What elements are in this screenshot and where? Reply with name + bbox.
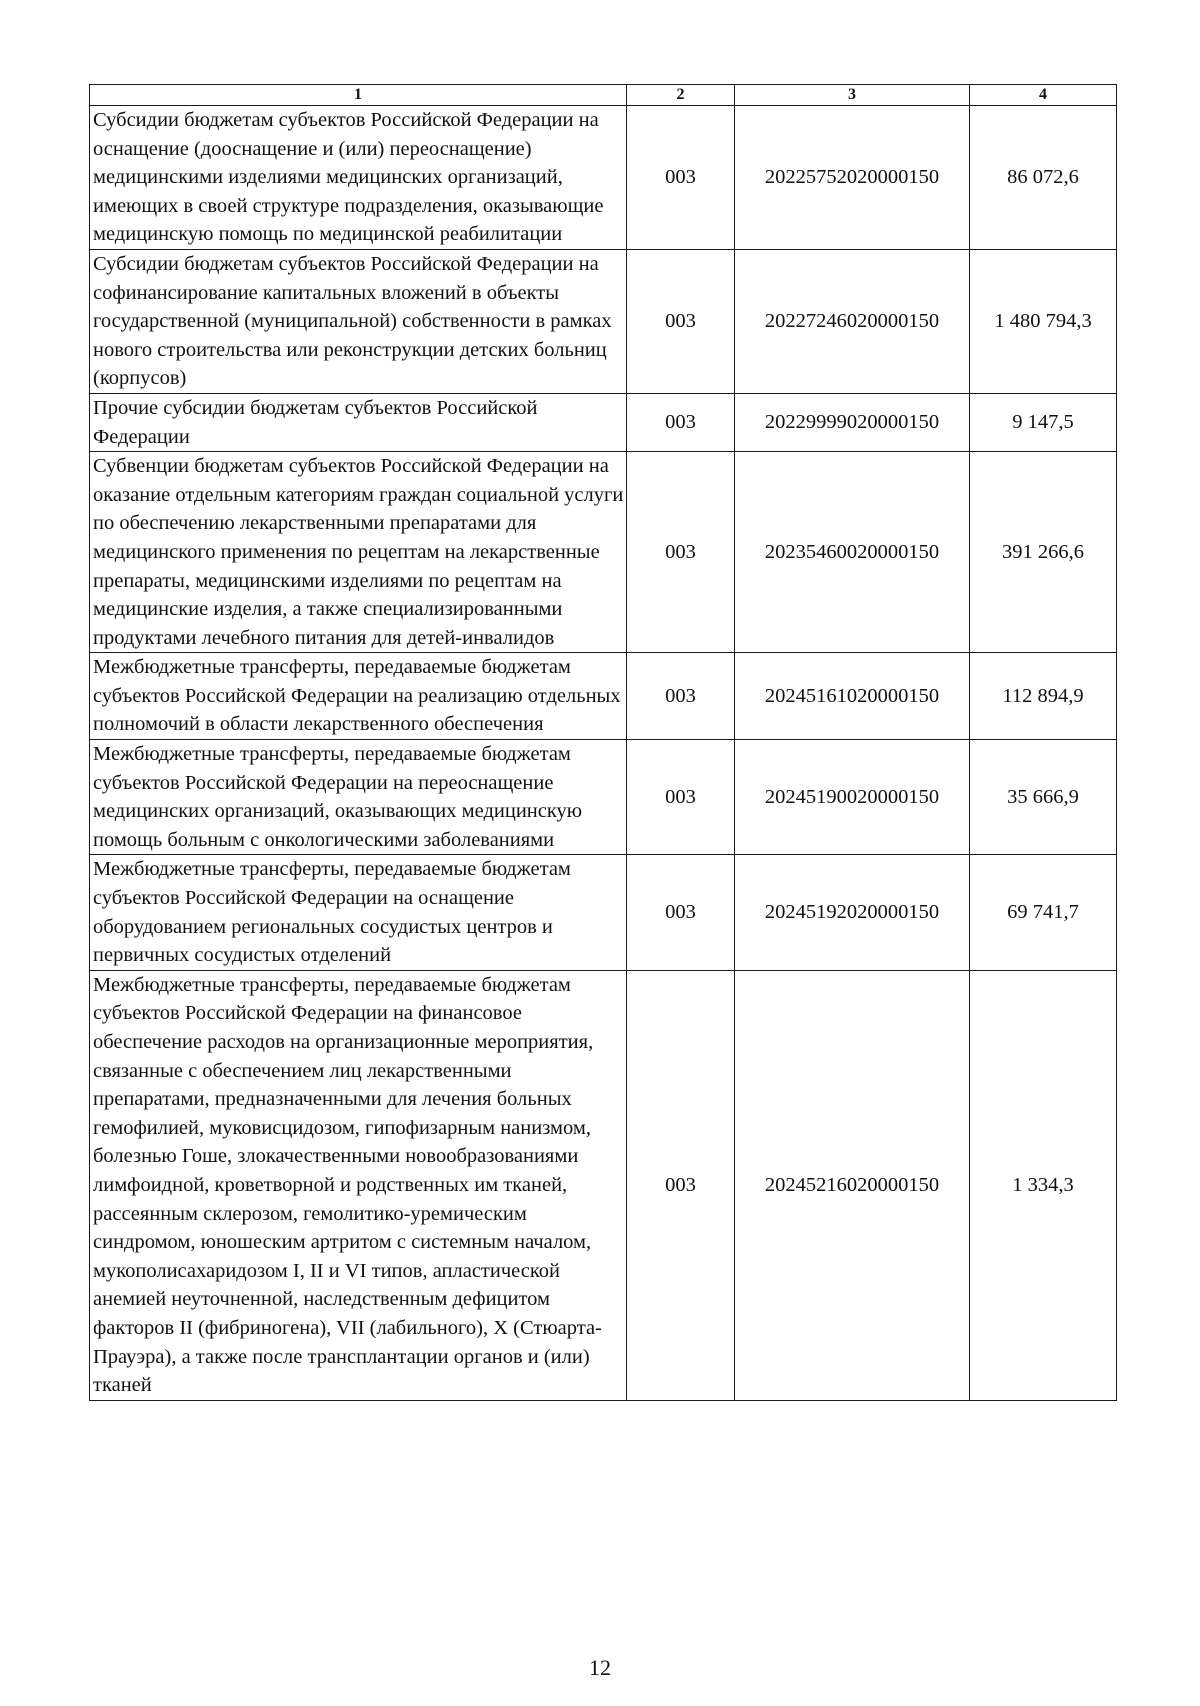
row-amount: 391 266,6: [970, 452, 1117, 653]
row-budget-code: 20245190020000150: [735, 740, 970, 855]
table-row: [90, 393, 1117, 451]
row-amount: 1 334,3: [970, 970, 1117, 1400]
header-col-3: 3: [735, 85, 970, 106]
row-budget-code: 20229999020000150: [735, 393, 970, 451]
budget-table: [89, 84, 1117, 1401]
header-col-2: 2: [627, 85, 735, 106]
table-row: [90, 106, 1117, 250]
row-description: Субсидии бюджетам субъектов Российской Федерации на оснащение (дооснащение и (или) переоснащение) медицинскими изделиями медицинских организаций, имеющих в своей структуре подразделения, оказывающие медицинскую помощь по медицинской реабилитации: [90, 106, 627, 250]
row-budget-code: 20245192020000150: [735, 855, 970, 970]
table-row: [90, 855, 1117, 970]
header-col-4: 4: [970, 85, 1117, 106]
row-description: Прочие субсидии бюджетам субъектов Российской Федерации: [90, 393, 627, 451]
row-amount: 86 072,6: [970, 106, 1117, 250]
header-row: [90, 85, 1117, 106]
row-description: Межбюджетные трансферты, передаваемые бюджетам субъектов Российской Федерации на финансовое обеспечение расходов на организационные мероприятия, связанные с обеспечением лиц лекарственными препаратами, предназначенными для лечения больных гемофилией, муковисцидозом, гипофизарным нанизмом, болезнью Гоше, злокачественными новообразованиями лимфоидной, кроветворной и родственных им тканей, рассеянным склерозом, гемолитико-уремическим синдромом, юношеским артритом с системным началом, мукополисахаридозом I, II и VI типов, апластической анемией неуточненной, наследственным дефицитом факторов II (фибриногена), VII (лабильного), X (Стюарта-Прауэра), а также после трансплантации органов и (или) тканей: [90, 970, 627, 1400]
row-admin-code: 003: [627, 855, 735, 970]
row-amount: 35 666,9: [970, 740, 1117, 855]
row-amount: 69 741,7: [970, 855, 1117, 970]
row-budget-code: 20227246020000150: [735, 249, 970, 393]
table-row: [90, 740, 1117, 855]
row-description: Субсидии бюджетам субъектов Российской Федерации на софинансирование капитальных вложений в объекты государственной (муниципальной) собственности в рамках нового строительства или реконструкции детских больниц (корпусов): [90, 249, 627, 393]
row-description: Субвенции бюджетам субъектов Российской Федерации на оказание отдельным категориям граждан социальной услуги по обеспечению лекарственными препаратами для медицинского применения по рецептам на лекарственные препараты, медицинскими изделиями по рецептам на медицинские изделия, а также специализированными продуктами лечебного питания для детей-инвалидов: [90, 452, 627, 653]
table-row: [90, 452, 1117, 653]
row-admin-code: 003: [627, 452, 735, 653]
row-amount: 112 894,9: [970, 653, 1117, 740]
row-admin-code: 003: [627, 653, 735, 740]
row-budget-code: 20235460020000150: [735, 452, 970, 653]
header-col-1: 1: [90, 85, 627, 106]
row-admin-code: 003: [627, 106, 735, 250]
table-row: [90, 653, 1117, 740]
row-description: Межбюджетные трансферты, передаваемые бюджетам субъектов Российской Федерации на оснащение оборудованием региональных сосудистых центров и первичных сосудистых отделений: [90, 855, 627, 970]
table-row: [90, 249, 1117, 393]
row-amount: 9 147,5: [970, 393, 1117, 451]
row-description: Межбюджетные трансферты, передаваемые бюджетам субъектов Российской Федерации на реализацию отдельных полномочий в области лекарственного обеспечения: [90, 653, 627, 740]
page-number: 12: [589, 1655, 611, 1680]
row-budget-code: 20245161020000150: [735, 653, 970, 740]
table-row: [90, 970, 1117, 1400]
row-budget-code: 20245216020000150: [735, 970, 970, 1400]
row-admin-code: 003: [627, 249, 735, 393]
row-admin-code: 003: [627, 393, 735, 451]
row-budget-code: 20225752020000150: [735, 106, 970, 250]
row-description: Межбюджетные трансферты, передаваемые бюджетам субъектов Российской Федерации на переоснащение медицинских организаций, оказывающих медицинскую помощь больным с онкологическими заболеваниями: [90, 740, 627, 855]
row-admin-code: 003: [627, 740, 735, 855]
row-amount: 1 480 794,3: [970, 249, 1117, 393]
row-admin-code: 003: [627, 970, 735, 1400]
